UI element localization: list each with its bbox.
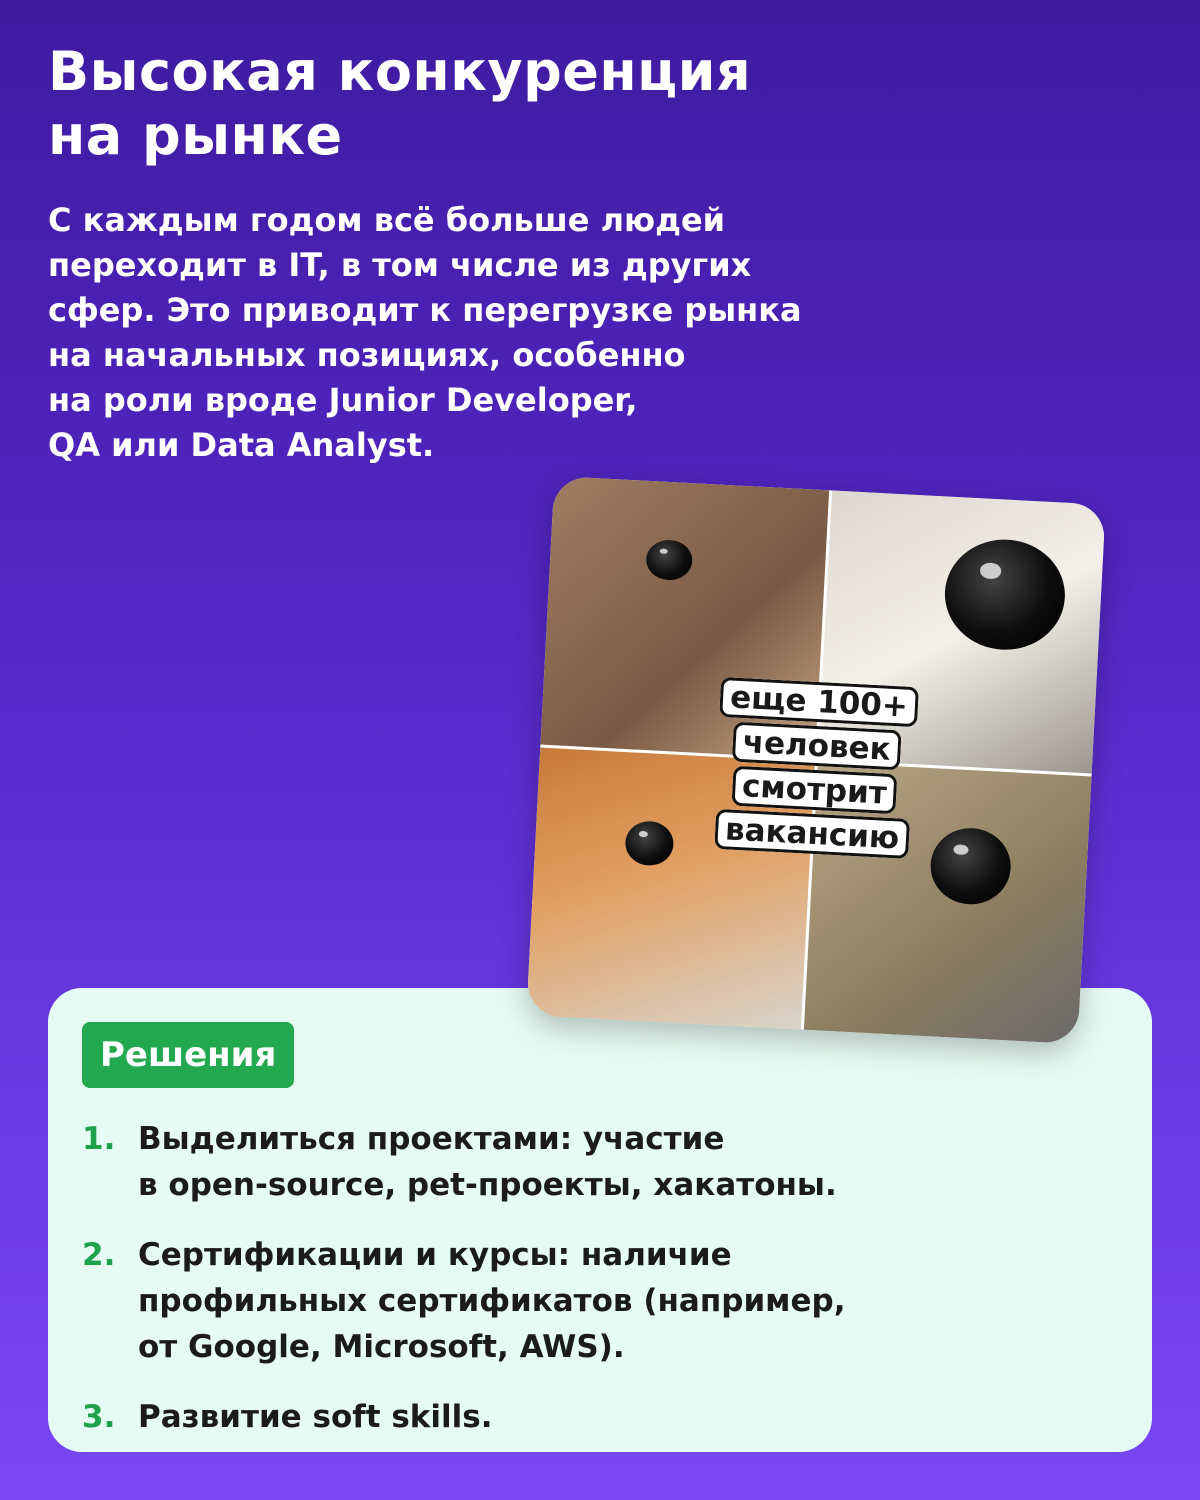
solution-line: в open-source, pet-проекты, хакатоны. <box>138 1167 837 1203</box>
lead-line: С каждым годом всё больше людей <box>48 201 726 239</box>
solution-line: профильных сертификатов (например, <box>138 1283 846 1319</box>
eye-shape <box>942 537 1068 653</box>
solution-line: от Google, Microsoft, AWS). <box>138 1329 625 1365</box>
solution-item <box>82 1116 1122 1208</box>
solution-line: Сертификации и курсы: наличие <box>138 1237 732 1273</box>
lead-line: на роли вроде Junior Developer, <box>48 381 638 419</box>
lead-line: сфер. Это приводит к перегрузке рынка <box>48 291 802 329</box>
solutions-list <box>82 1116 1122 1464</box>
solution-item <box>82 1232 1122 1370</box>
solution-text <box>138 1116 837 1208</box>
headline-line: Высокая конкуренция <box>48 40 752 103</box>
solutions-card <box>48 988 1152 1452</box>
eye-shape <box>645 539 693 581</box>
meme-caption-line: человек <box>732 722 902 771</box>
solution-item <box>82 1394 1122 1440</box>
solution-line: Развитие soft skills. <box>138 1399 493 1435</box>
meme-image <box>526 476 1106 1044</box>
headline <box>48 40 1148 168</box>
solution-text <box>138 1394 493 1440</box>
lead-line: переходит в IT, в том числе из других <box>48 246 752 284</box>
meme-caption-line: еще 100+ <box>719 677 919 727</box>
lead-line: QA или Data Analyst. <box>48 426 435 464</box>
solution-number: 1. <box>82 1121 116 1157</box>
solution-line: Выделиться проектами: участие <box>138 1121 725 1157</box>
meme-caption <box>661 672 970 863</box>
solution-number: 3. <box>82 1399 116 1435</box>
solution-number: 2. <box>82 1237 116 1273</box>
lead-line: на начальных позициях, особенно <box>48 336 686 374</box>
lead-paragraph <box>48 198 1148 468</box>
solution-text <box>138 1232 846 1370</box>
solutions-badge: Решения <box>82 1022 294 1088</box>
headline-line: на рынке <box>48 104 343 167</box>
meme-caption-line: смотрит <box>731 766 898 815</box>
meme-caption-line: вакансию <box>714 809 910 859</box>
